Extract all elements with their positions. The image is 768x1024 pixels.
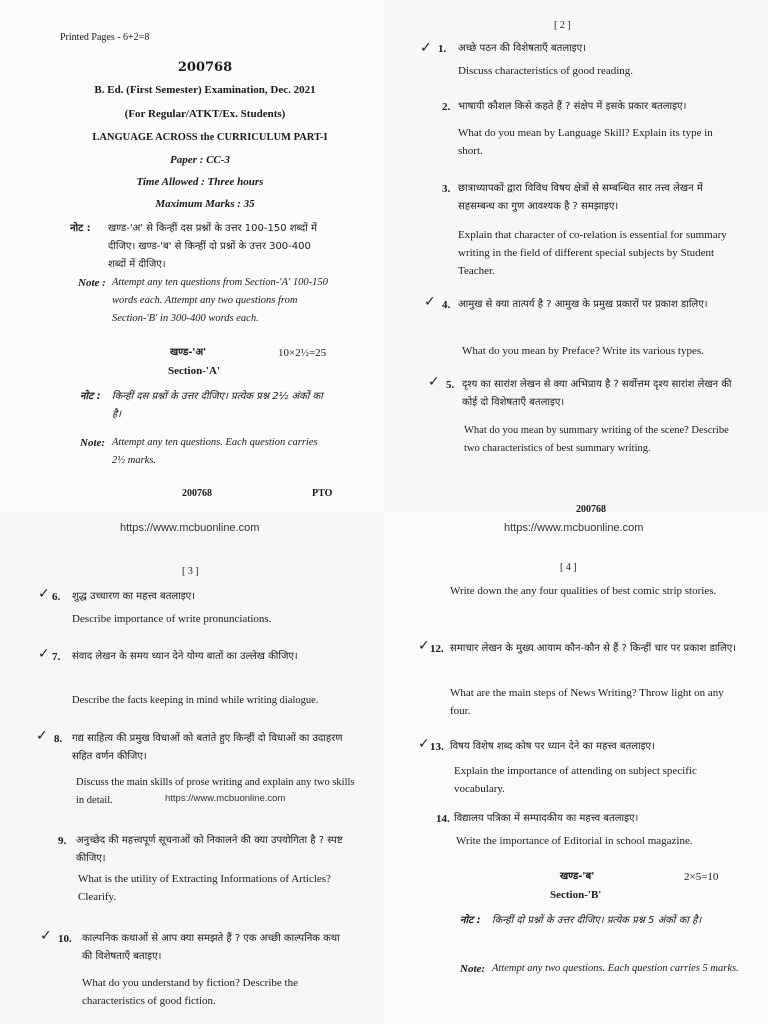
question-4-english: What do you mean by Preface? Write its various types. — [462, 345, 704, 357]
check-mark-icon: ✓ — [38, 586, 50, 602]
note-english-label: Note : — [78, 277, 106, 289]
question-14-english: Write the importance of Editorial in school magazine. — [456, 835, 693, 847]
time-allowed: Time Allowed : Three hours — [136, 176, 264, 188]
printed-pages: Printed Pages - 6+2=8 — [60, 32, 150, 43]
carryover-question-text: Write down the any four qualities of best comic strip stories. — [450, 585, 717, 597]
paper-code: 200768 — [177, 60, 233, 75]
question-7-hindi: संवाद लेखन के समय ध्यान देने योग्य बातों का उल्लेख कीजिए। — [72, 651, 298, 662]
section-a-hindi: खण्ड-'अ' — [170, 347, 207, 358]
question-5-hindi: दृश्य का सारांश लेखन से क्या अभिप्राय है ? सर्वोत्तम दृश्य सारांश लेखन की कोई दो विशेषताएँ बतलाइए। — [462, 379, 732, 408]
page-1 — [0, 0, 384, 512]
section-note-english: Attempt any ten questions. Each question carries 2½ marks. — [112, 437, 318, 466]
question-6-hindi: शुद्ध उच्चारण का महत्त्व बतलाइए। — [72, 591, 196, 602]
website-link-3[interactable]: https://www.mcbuonline.com — [165, 793, 286, 804]
question-number: 10. — [58, 933, 72, 945]
question-12-english: What are the main steps of News Writing? Throw light on any four. — [450, 687, 724, 717]
question-number: 1. — [438, 43, 447, 55]
page-2 — [384, 0, 768, 512]
section-a-marks: 10×2½=25 — [278, 347, 327, 359]
note-hindi: खण्ड-'अ' से किन्हीं दस प्रश्नों के उत्तर 100-150 शब्दों में दीजिए। खण्ड-'ब' से किन्हीं दो प्रश्नों के उत्तर 300-400 शब्दों में दीजिए। — [108, 223, 317, 270]
page-number-2: [ 2 ] — [554, 20, 571, 31]
students-line: (For Regular/ATKT/Ex. Students) — [124, 108, 286, 120]
question-2-hindi: भाषायी कौशल किसे कहते हैं ? संक्षेप में इसके प्रकार बतलाइए। — [458, 101, 687, 112]
question-number: 8. — [54, 733, 63, 745]
website-link-1[interactable]: https://www.mcbuonline.com — [120, 522, 260, 534]
question-number: 6. — [52, 591, 61, 603]
section-note-english-label: Note: — [80, 437, 106, 449]
question-13-english: Explain the importance of attending on subject specific vocabulary. — [454, 765, 697, 795]
exam-title: B. Ed. (First Semester) Examination, Dec. 2021 — [94, 84, 316, 96]
question-number: 7. — [52, 651, 61, 663]
question-1-hindi: अच्छे पठन की विशेषताएँ बतलाइए। — [458, 43, 586, 54]
question-9-hindi: अनुच्छेद की महत्त्वपूर्ण सूचनाओं को निकालने की क्या उपयोगिता है ? स्पष्ट कीजिए। — [76, 835, 343, 864]
section-b-hindi: खण्ड-'ब' — [560, 871, 595, 882]
question-8-hindi: गद्य साहित्य की प्रमुख विधाओं को बताते हुए किन्हीं दो विधाओं का उदाहरण सहित वर्णन कीजिए। — [72, 733, 343, 762]
website-link-2[interactable]: https://www.mcbuonline.com — [504, 522, 644, 534]
question-number: 12. — [430, 643, 444, 655]
question-12-hindi: समाचार लेखन के मुख्य आयाम कौन-कौन से हैं ? किन्हीं चार पर प्रकाश डालिए। — [450, 643, 737, 654]
section-note-hindi: किन्हीं दस प्रश्नों के उत्तर दीजिए। प्रत्येक प्रश्न 2½ अंकों का है। — [112, 391, 323, 420]
question-number: 9. — [58, 835, 67, 847]
page-number-4: [ 4 ] — [560, 562, 577, 573]
question-7-english: Describe the facts keeping in mind while writing dialogue. — [72, 695, 319, 706]
question-6-english: Describe importance of write pronunciations. — [72, 613, 272, 625]
question-number: 14. — [436, 813, 450, 825]
footer-code: 200768 — [182, 488, 212, 499]
question-number: 13. — [430, 741, 444, 753]
section-b-note-english-label: Note: — [460, 963, 486, 975]
footer-pto: PTO — [312, 488, 333, 499]
question-10-hindi: काल्पनिक कथाओं से आप क्या समझते हैं ? एक अच्छी काल्पनिक कथा की विशेषताएँ बताइए। — [82, 933, 340, 962]
question-5-english: What do you mean by summary writing of the scene? Describe two characteristics of best summary writing. — [464, 425, 729, 454]
check-mark-icon: ✓ — [40, 928, 52, 944]
section-note-hindi-label: नोट : — [80, 391, 101, 402]
question-14-hindi: विद्यालय पत्रिका में सम्पादकीय का महत्त्व बतलाइए। — [454, 813, 639, 824]
page-number-3: [ 3 ] — [182, 566, 199, 577]
maximum-marks: Maximum Marks : 35 — [155, 198, 255, 210]
section-b-title: Section-'B' — [550, 889, 602, 901]
paper-name: Paper : CC-3 — [170, 154, 230, 166]
note-hindi-label: नोट : — [70, 223, 91, 234]
question-4-hindi: आमुख से क्या तात्पर्य है ? आमुख के प्रमुख प्रकारों पर प्रकाश डालिए। — [458, 299, 708, 310]
question-9-english: What is the utility of Extracting Informations of Articles? Clearify. — [78, 873, 331, 903]
page-4 — [384, 512, 768, 1024]
question-number: 2. — [442, 101, 451, 113]
question-number: 4. — [442, 299, 451, 311]
section-b-note-hindi: किन्हीं दो प्रश्नों के उत्तर दीजिए। प्रत्येक प्रश्न 5 अंकों का है। — [492, 915, 702, 926]
question-10-english: What do you understand by fiction? Describe the characteristics of good fiction. — [82, 977, 298, 1007]
check-mark-icon: ✓ — [36, 728, 48, 744]
question-8-english: Discuss the main skills of prose writing and explain any two skills in detail. — [76, 777, 355, 806]
question-3-hindi: छात्राध्यापकों द्वारा विविध विषय क्षेत्रों से सम्बन्धित सार तत्त्व लेखन में सहसम्बन्ध का गुण आवश्यक है ? समझाइए। — [458, 183, 703, 212]
section-a-title: Section-'A' — [168, 365, 220, 377]
note-english: Attempt any ten questions from Section-'A' 100-150 words each. Attempt any two questions from Section-'B' in 300-400 words each. — [112, 277, 328, 324]
question-13-hindi: विषय विशेष शब्द कोष पर ध्यान देने का महत्त्व बतलाइए। — [450, 741, 655, 752]
check-mark-icon: ✓ — [418, 638, 430, 654]
section-b-note-english: Attempt any two questions. Each question carries 5 marks. — [492, 963, 739, 974]
question-1-english: Discuss characteristics of good reading. — [458, 65, 634, 77]
question-3-english: Explain that character of co-relation is essential for summary writing in the field of different special subjects by Student Teacher. — [458, 229, 727, 277]
check-mark-icon: ✓ — [428, 374, 440, 390]
check-mark-icon: ✓ — [418, 736, 430, 752]
course-title: LANGUAGE ACROSS the CURRICULUM PART-I — [92, 132, 328, 143]
question-number: 3. — [442, 183, 451, 195]
section-b-marks: 2×5=10 — [684, 871, 719, 883]
footer-code: 200768 — [576, 504, 606, 512]
question-number: 5. — [446, 379, 455, 391]
question-2-english: What do you mean by Language Skill? Explain its type in short. — [458, 127, 713, 157]
check-mark-icon: ✓ — [424, 294, 436, 310]
section-b-note-hindi-label: नोट : — [460, 915, 481, 926]
page-3 — [0, 512, 384, 1024]
check-mark-icon: ✓ — [38, 646, 50, 662]
check-mark-icon: ✓ — [420, 40, 432, 56]
